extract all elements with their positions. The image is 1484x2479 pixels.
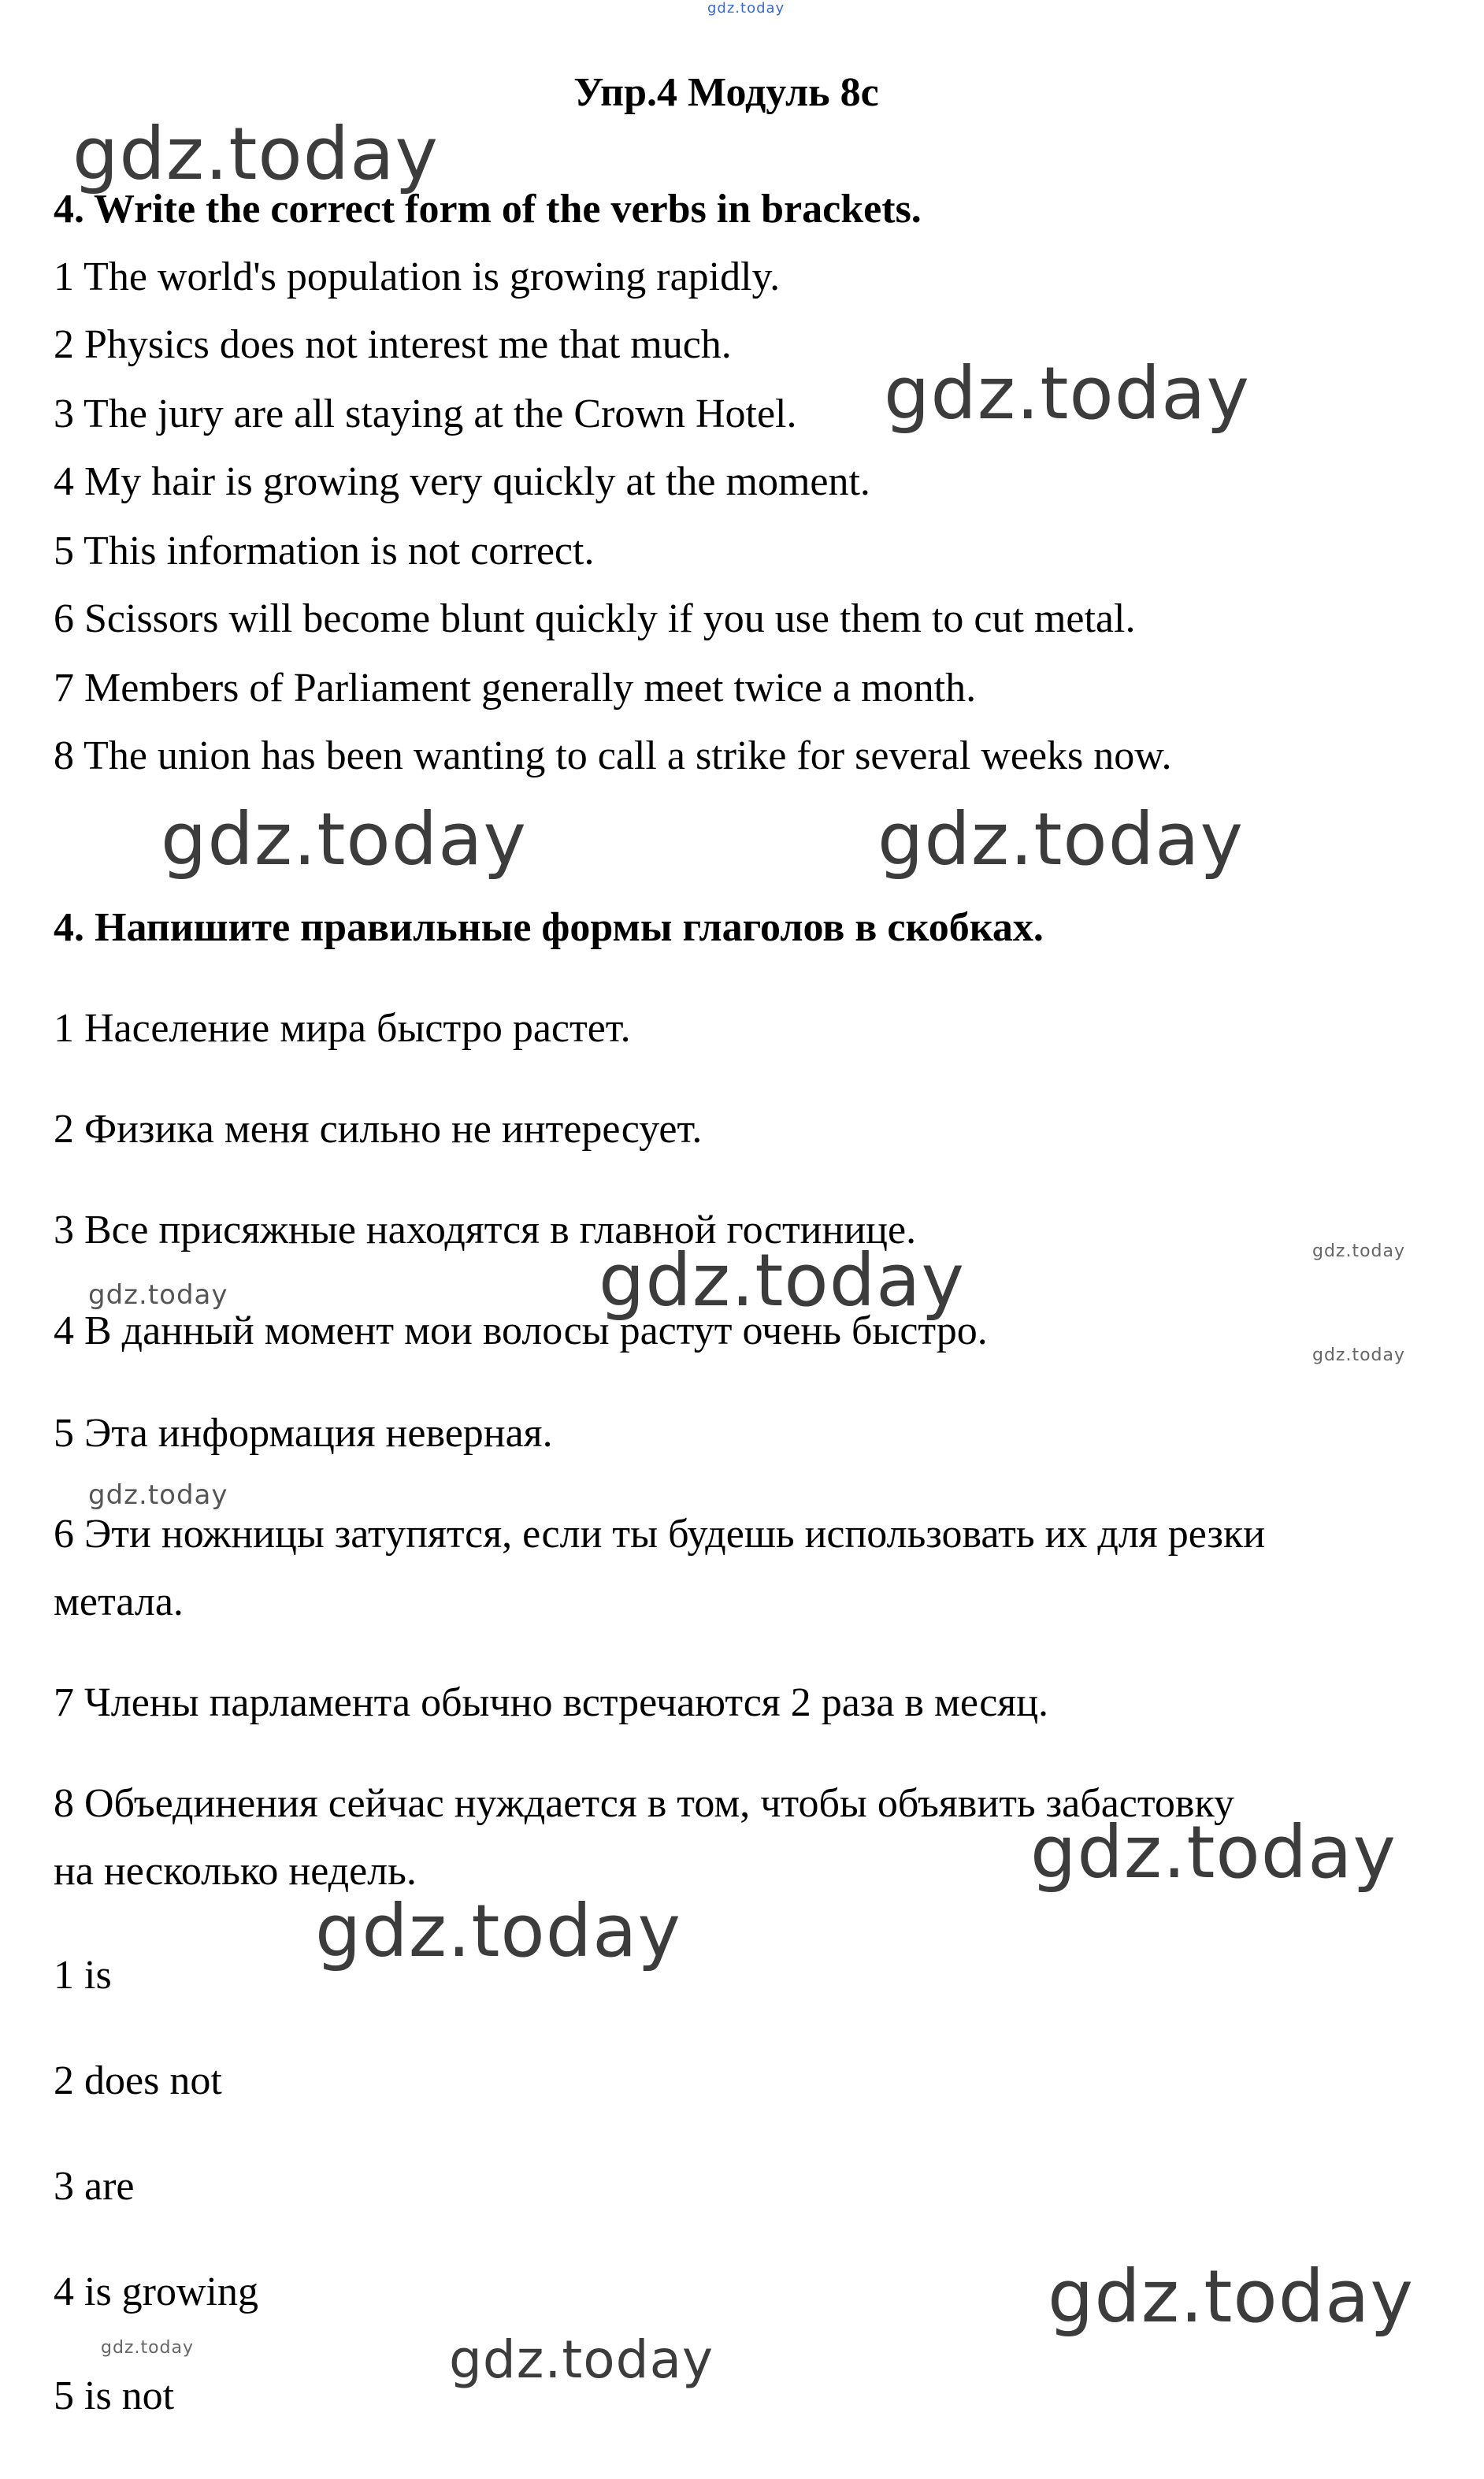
watermark: gdz.today xyxy=(1312,1345,1406,1365)
russian-item: 7 Члены парламента обычно встречаются 2 раза в месяц. xyxy=(54,1680,1049,1725)
english-item: 6 Scissors will become blunt quickly if you use them to cut metal. xyxy=(54,596,1136,641)
english-item: 2 Physics does not interest me that much. xyxy=(54,322,732,367)
watermark: gdz.today xyxy=(449,2329,714,2390)
english-item: 7 Members of Parliament generally meet twice a month. xyxy=(54,666,977,711)
watermark: gdz.today xyxy=(707,0,785,17)
watermark: gdz.today xyxy=(1312,1241,1406,1261)
answer-item: 5 is not xyxy=(54,2373,175,2418)
english-item: 1 The world's population is growing rapidly. xyxy=(54,254,781,299)
watermark: gdz.today xyxy=(1030,1810,1397,1895)
answer-item: 1 is xyxy=(54,1953,112,1998)
watermark: gdz.today xyxy=(599,1238,965,1323)
watermark: gdz.today xyxy=(88,1479,228,1511)
russian-item: 8 Объединения сейчас нуждается в том, чтобы объявить забастовку xyxy=(54,1781,1234,1826)
watermark: gdz.today xyxy=(88,1279,228,1311)
russian-item: 6 Эти ножницы затупятся, если ты будешь использовать их для резки xyxy=(54,1512,1266,1557)
watermark: gdz.today xyxy=(101,2338,195,2358)
answer-item: 2 does not xyxy=(54,2058,222,2103)
watermark: gdz.today xyxy=(884,351,1250,436)
english-item: 4 My hair is growing very quickly at the moment. xyxy=(54,459,870,504)
watermark: gdz.today xyxy=(1048,2254,1414,2339)
english-heading: 4. Write the correct form of the verbs in brackets. xyxy=(54,187,922,232)
english-item: 5 This information is not correct. xyxy=(54,529,595,573)
russian-item: метала. xyxy=(54,1579,184,1624)
page-title: Упр.4 Модуль 8c xyxy=(573,70,879,115)
russian-heading: 4. Напишите правильные формы глаголов в скобках. xyxy=(54,905,1044,950)
watermark: gdz.today xyxy=(315,1889,681,1973)
answer-item: 3 are xyxy=(54,2164,135,2209)
watermark: gdz.today xyxy=(877,797,1244,881)
russian-item: 5 Эта информация неверная. xyxy=(54,1411,553,1456)
russian-item: 2 Физика меня сильно не интересует. xyxy=(54,1107,703,1152)
english-item: 8 The union has been wanting to call a strike for several weeks now. xyxy=(54,733,1172,778)
russian-item: 3 Все присяжные находятся в главной гостинице. xyxy=(54,1208,917,1252)
answer-item: 4 is growing xyxy=(54,2269,258,2314)
russian-item: на несколько недель. xyxy=(54,1849,417,1894)
russian-item: 4 В данный момент мои волосы растут очень быстро. xyxy=(54,1308,988,1353)
russian-item: 1 Население мира быстро растет. xyxy=(54,1006,631,1051)
watermark: gdz.today xyxy=(161,797,527,881)
watermark: gdz.today xyxy=(72,112,439,196)
english-item: 3 The jury are all staying at the Crown Hotel. xyxy=(54,392,797,436)
